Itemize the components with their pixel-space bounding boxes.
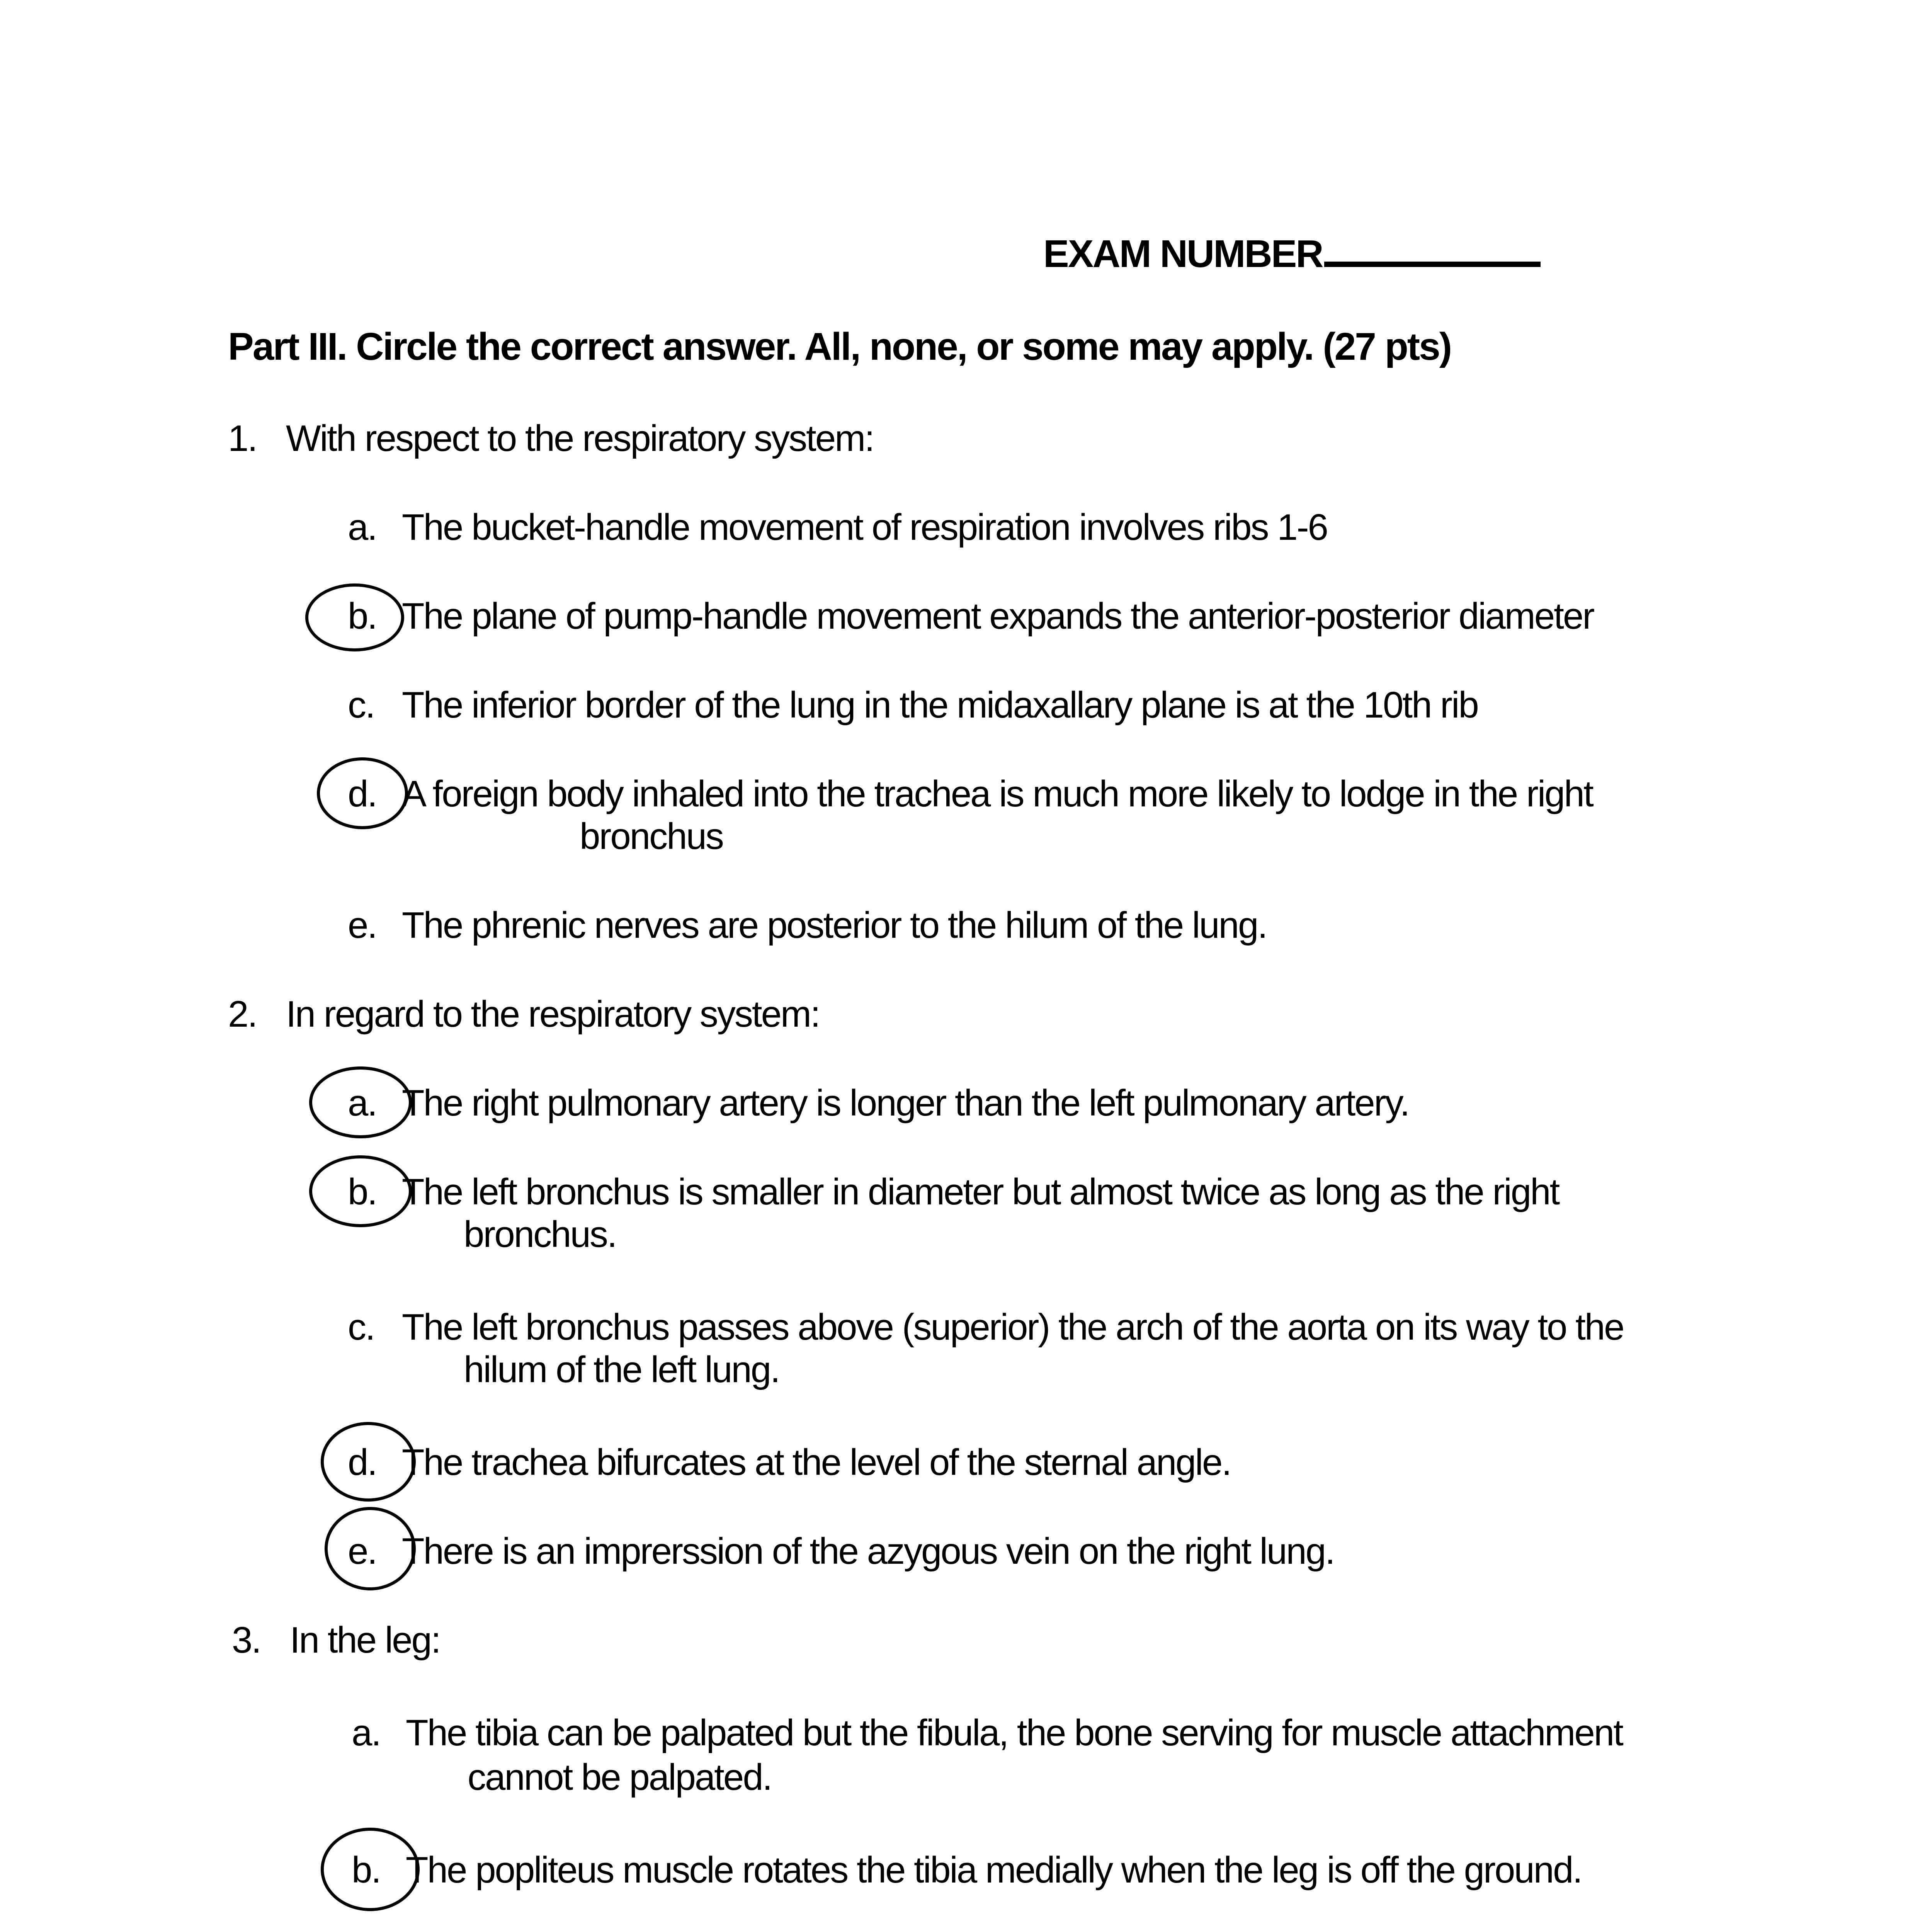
answer-circle-mark (321, 1828, 420, 1911)
answer-circle-mark (325, 1507, 416, 1590)
q3-option-a[interactable]: a. The tibia can be palpated but the fibula, the bone serving for muscle attachment (352, 1712, 1622, 1753)
question-3: 3. In the leg: (232, 1619, 440, 1661)
q1-option-c[interactable]: c. The inferior border of the lung in the midaxallary plane is at the 10th rib (348, 684, 1478, 726)
answer-circle-mark (305, 583, 404, 651)
exam-number-label: EXAM NUMBER (1043, 232, 1323, 276)
exam-number-blank[interactable] (1324, 262, 1541, 267)
section-instructions: Part III. Circle the correct answer. All, none, or some may apply. (27 pts) (228, 325, 1451, 368)
q2-option-b[interactable]: b. The left bronchus is smaller in diameter but almost twice as long as the right (348, 1171, 1559, 1213)
q1-option-a[interactable]: a. The bucket-handle movement of respiration involves ribs 1-6 (348, 507, 1327, 548)
q1-option-b[interactable]: b. The plane of pump-handle movement expands the anterior-posterior diameter (348, 595, 1594, 637)
exam-number-field (1043, 232, 1541, 276)
answer-circle-mark (317, 757, 408, 829)
q1-option-e[interactable]: e. The phrenic nerves are posterior to the hilum of the lung. (348, 905, 1267, 946)
question-2: 2. In regard to the respiratory system: (228, 993, 820, 1035)
q2-option-e[interactable]: e. There is an imprerssion of the azygous vein on the right lung. (348, 1531, 1334, 1572)
question-1: 1. With respect to the respiratory system: (228, 418, 874, 459)
q1-option-d-continuation: bronchus (580, 816, 723, 857)
answer-circle-mark (321, 1422, 416, 1502)
q2-option-a[interactable]: a. The right pulmonary artery is longer than the left pulmonary artery. (348, 1082, 1409, 1124)
answer-circle-mark (309, 1155, 412, 1227)
question-stem: In regard to the respiratory system: (286, 993, 820, 1035)
q3-option-b[interactable]: b. The popliteus muscle rotates the tibia medially when the leg is off the ground. (352, 1849, 1582, 1891)
q2-option-b-continuation: bronchus. (464, 1214, 616, 1255)
question-stem: With respect to the respiratory system: (286, 418, 874, 459)
q2-option-d[interactable]: d. The trachea bifurcates at the level of the sternal angle. (348, 1442, 1231, 1483)
q1-option-d[interactable]: d. A foreign body inhaled into the trachea is much more likely to lodge in the right (348, 773, 1593, 815)
q2-option-c[interactable]: c. The left bronchus passes above (superior) the arch of the aorta on its way to the (348, 1306, 1624, 1348)
answer-circle-mark (309, 1066, 412, 1138)
question-stem: In the leg: (290, 1619, 440, 1661)
q2-option-c-continuation: hilum of the left lung. (464, 1349, 779, 1390)
q3-option-a-continuation: cannot be palpated. (468, 1757, 772, 1798)
